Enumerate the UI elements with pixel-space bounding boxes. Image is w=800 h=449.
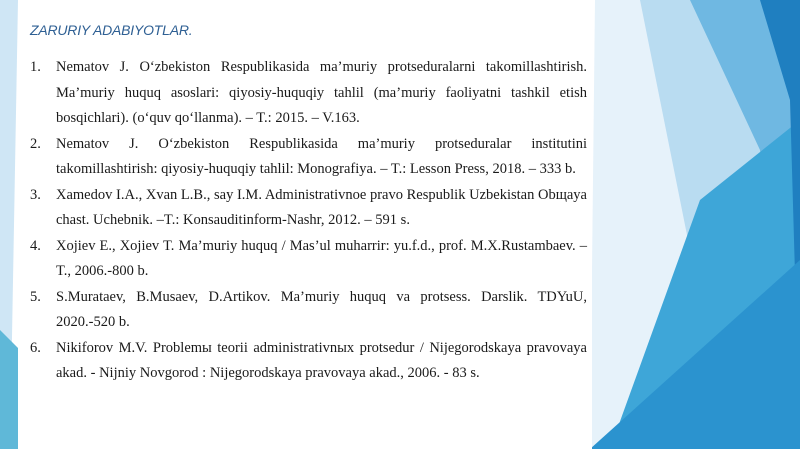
reference-item <box>30 183 587 234</box>
reference-item <box>30 234 587 285</box>
reference-item <box>30 336 587 387</box>
reference-number: 1. <box>30 59 41 75</box>
reference-text: Nematov J. O‘zbekiston Respublikasida ma’muriy protseduralarni takomillashtirish. Ma’muriy huquq asoslari: qiyosiy-huquqiy tahlil (ma’muriy faoliyatni tashkil etish bosqichlari). (o‘quv qo‘llanma). – T.: 2015. – V.163. <box>56 59 587 126</box>
reference-item <box>30 55 587 132</box>
reference-item <box>30 285 587 336</box>
left-accent-teal <box>0 330 20 449</box>
reference-text: Nikiforov M.V. Problemы teorii administrativnыx protsedur / Nijegorodskaya pravovaya akad. - Nijniy Novgorod : Nijegorodskaya pravovaya akad., 2006. - 83 s. <box>56 339 587 381</box>
reference-item <box>30 132 587 183</box>
reference-text: Xojiev E., Xojiev T. Ma’muriy huquq / Mas’ul muharrir: yu.f.d., prof. M.X.Rustambaev. – T., 2006.-800 b. <box>56 237 587 279</box>
reference-text: Nematov J. O‘zbekiston Respublikasida ma’muriy protseduralar institutini takomillashtirish: qiyosiy-huquqiy tahlil: Monografiya. – T.: Lesson Press, 2018. – 333 b. <box>56 135 587 177</box>
reference-number: 4. <box>30 237 41 254</box>
reference-number: 2. <box>30 135 41 152</box>
references-list <box>30 55 587 387</box>
slide-title: ZARURIY ADABIYOTLAR. <box>30 22 193 38</box>
reference-text: Xamedov I.A., Xvan L.B., say I.M. Administrativnoe pravo Respublik Uzbekistan Obщaya chast. Uchebnik. –T.: Konsauditinform-Nashr, 2012. – 591 s. <box>56 186 587 228</box>
reference-number: 6. <box>30 339 41 356</box>
reference-text: S.Murataev, B.Musaev, D.Artikov. Ma’muriy huquq va protsess. Darslik. TDYuU, 2020.-520 b. <box>56 288 587 330</box>
reference-number: 3. <box>30 186 41 203</box>
reference-number: 5. <box>30 288 41 305</box>
